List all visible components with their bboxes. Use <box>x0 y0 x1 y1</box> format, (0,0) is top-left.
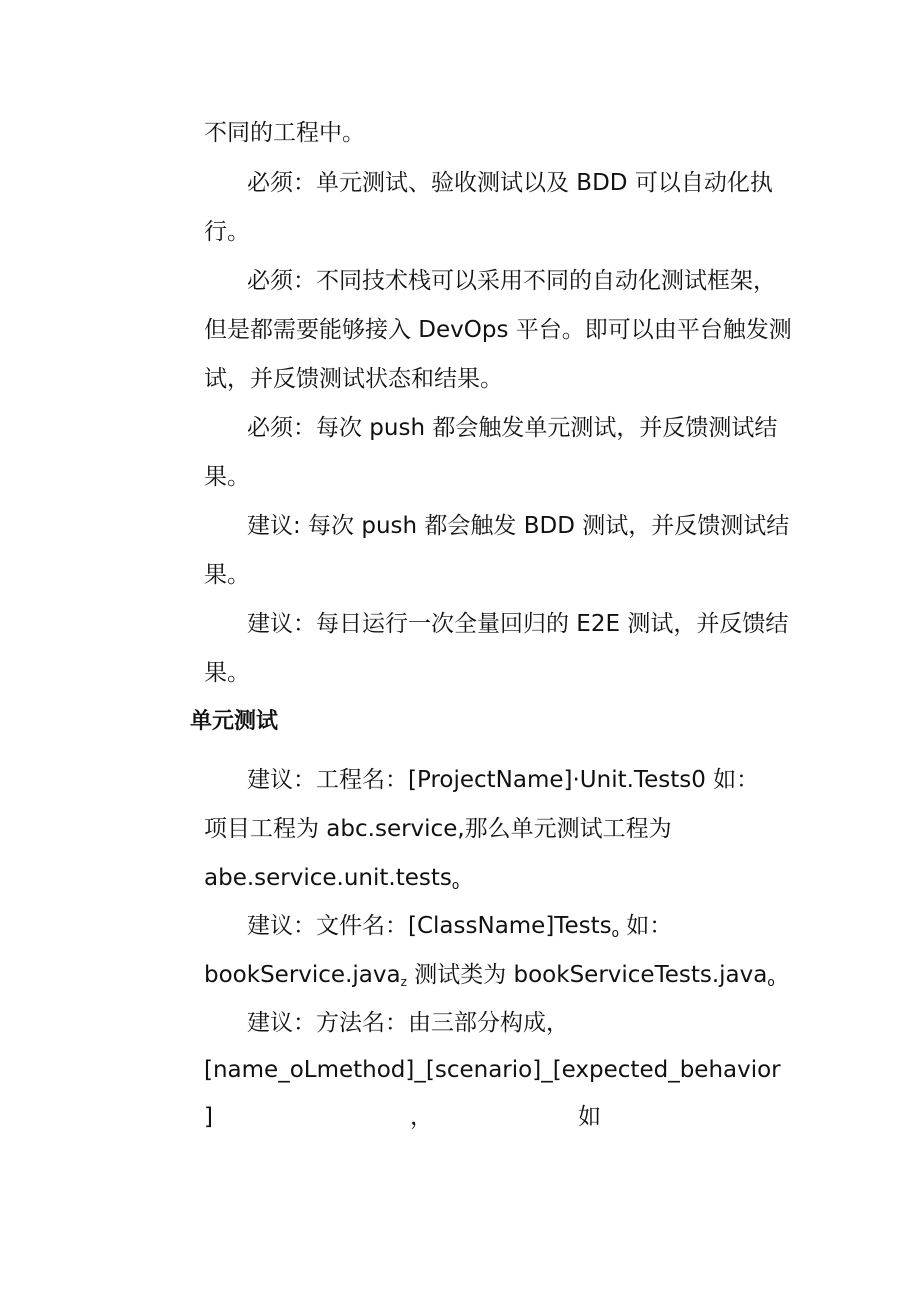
text-fragment: 如： <box>618 913 673 939</box>
text-fragment: 建议：文件名：[ClassName]Tests <box>247 913 612 939</box>
text-line: 行。 <box>204 219 250 245</box>
text-line <box>204 959 775 998</box>
text-line: 建议：方法名：由三部分构成， <box>247 1010 569 1036</box>
text-line: 果。 <box>204 464 250 490</box>
text-line: 果。 <box>204 660 250 686</box>
subscript: z <box>400 975 407 989</box>
text-line: 果。 <box>204 562 250 588</box>
text-line: 建议: 每次 push 都会触发 BDD 测试，并反馈测试结 <box>247 513 790 539</box>
text-line: 但是都需要能够接入 DevOps 平台。即可以由平台触发测 <box>204 317 792 343</box>
text-line: 不同的工程中。 <box>204 120 365 146</box>
text-line <box>247 910 672 949</box>
section-heading: 单元测试 <box>190 709 279 734</box>
text-line: 试，并反馈测试状态和结果。 <box>204 366 503 392</box>
text-fragment: ， <box>410 1104 433 1130</box>
text-line: 项目工程为 abc.service,那么单元测试工程为 <box>204 816 672 842</box>
text-line: 必须：每次 push 都会触发单元测试，并反馈测试结 <box>247 415 778 441</box>
text-line: 建议：工程名：[ProjectName]·Unit.Tests0 如： <box>247 767 760 793</box>
subscript: o <box>451 878 460 892</box>
subscript: o <box>767 975 775 989</box>
text-line: [name_oLmethod]_[scenario]_[expected_behavior <box>204 1057 781 1083</box>
text-fragment: bookService.java <box>204 962 401 988</box>
text-line: 必须：单元测试、验收测试以及 BDD 可以自动化执 <box>247 170 773 196</box>
text-line: 必须：不同技术栈可以采用不同的自动化测试框架， <box>247 268 776 294</box>
text-fragment: 如 <box>578 1104 601 1130</box>
subscript: o <box>611 926 619 940</box>
text-fragment: abe.service.unit.tests <box>204 865 452 891</box>
text-line: 建议：每日运行一次全量回归的 E2E 测试，并反馈结 <box>247 611 789 637</box>
text-fragment: ] <box>204 1104 213 1130</box>
text-fragment: 测试类为 bookServiceTests.java <box>406 962 768 988</box>
text-line <box>204 862 459 901</box>
